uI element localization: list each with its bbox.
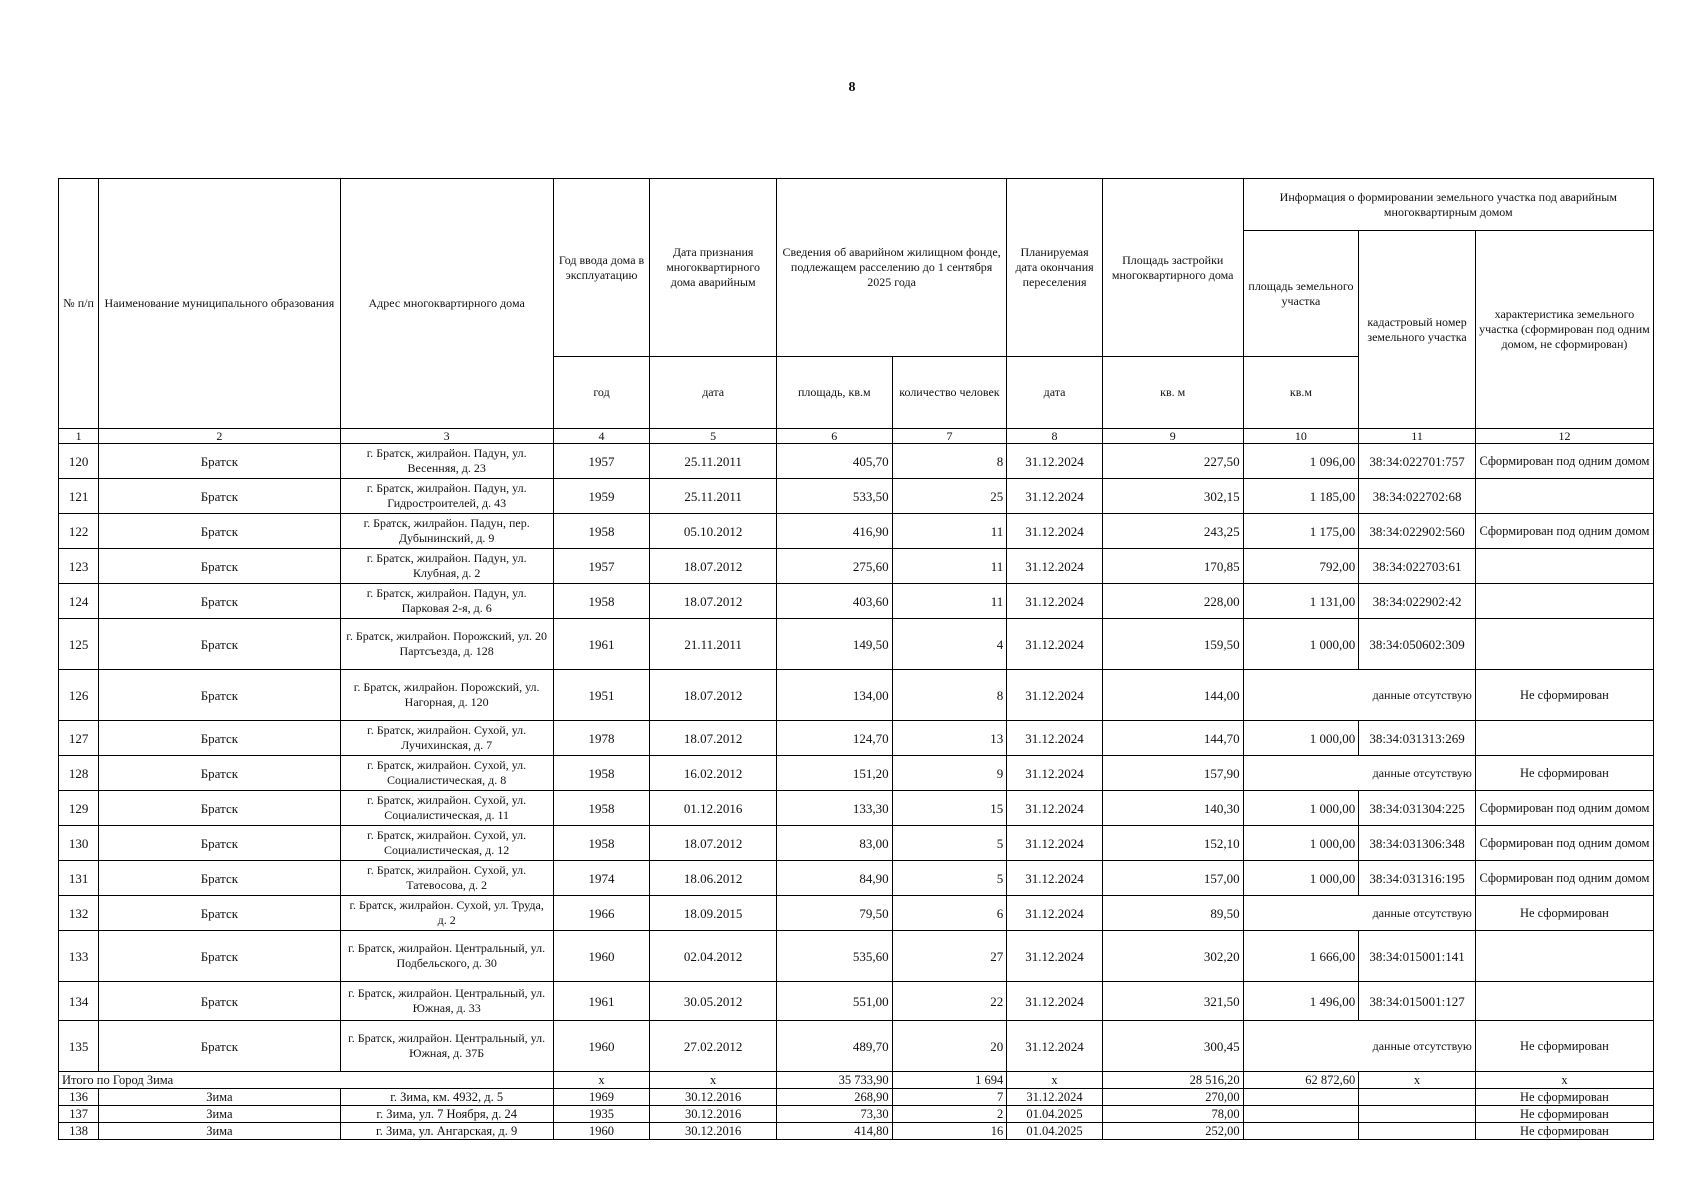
column-number: 7 bbox=[892, 429, 1007, 444]
recognition-date-cell: 18.09.2015 bbox=[650, 896, 777, 931]
year-cell: 1958 bbox=[553, 826, 650, 861]
municipality-cell: Братск bbox=[99, 670, 340, 721]
building-area-cell: 159,50 bbox=[1102, 619, 1243, 670]
planned-date-cell: 31.12.2024 bbox=[1007, 791, 1103, 826]
land-area-cell: 1 000,00 bbox=[1243, 861, 1359, 896]
header-land-area: площадь земельного участка bbox=[1243, 231, 1359, 357]
row-number: 138 bbox=[59, 1123, 99, 1140]
year-cell: 1935 bbox=[553, 1106, 650, 1123]
land-area-cell: 1 000,00 bbox=[1243, 721, 1359, 756]
table-row bbox=[59, 721, 1654, 756]
cadastral-number-cell: 38:34:031306:348 bbox=[1359, 826, 1476, 861]
recognition-date-cell: 18.07.2012 bbox=[650, 721, 777, 756]
land-area-cell bbox=[1243, 1089, 1359, 1106]
land-area-cell bbox=[1243, 1123, 1359, 1140]
people-count-cell: 16 bbox=[892, 1123, 1007, 1140]
housing-area-cell: 149,50 bbox=[776, 619, 892, 670]
land-characteristic-cell: Сформирован под одним домом bbox=[1475, 791, 1653, 826]
people-count-cell: 5 bbox=[892, 826, 1007, 861]
municipality-cell: Братск bbox=[99, 756, 340, 791]
table-row bbox=[59, 826, 1654, 861]
planned-date-cell: 31.12.2024 bbox=[1007, 584, 1103, 619]
housing-area-cell: 151,20 bbox=[776, 756, 892, 791]
housing-area-cell: 533,50 bbox=[776, 479, 892, 514]
land-characteristic-cell: Сформирован под одним домом bbox=[1475, 514, 1653, 549]
year-cell: 1966 bbox=[553, 896, 650, 931]
housing-area-cell: 535,60 bbox=[776, 931, 892, 982]
header-building-area: Площадь застройки многоквартирного дома bbox=[1102, 179, 1243, 357]
planned-date-cell: 31.12.2024 bbox=[1007, 1089, 1103, 1106]
land-characteristic-cell: Не сформирован bbox=[1475, 1106, 1653, 1123]
land-data-absent-cell: данные отсутствую bbox=[1243, 1021, 1475, 1072]
address-cell: г. Братск, жилрайон. Падун, ул. Гидростроителей, д. 43 bbox=[340, 479, 553, 514]
column-number: 1 bbox=[59, 429, 99, 444]
total-housing-area: 35 733,90 bbox=[776, 1072, 892, 1089]
municipality-cell: Братск bbox=[99, 861, 340, 896]
year-cell: 1958 bbox=[553, 514, 650, 549]
planned-date-cell: 31.12.2024 bbox=[1007, 931, 1103, 982]
land-characteristic-cell: Не сформирован bbox=[1475, 756, 1653, 791]
unit-date2: дата bbox=[1007, 357, 1103, 429]
recognition-date-cell: 05.10.2012 bbox=[650, 514, 777, 549]
year-cell: 1969 bbox=[553, 1089, 650, 1106]
cadastral-number-cell: 38:34:015001:127 bbox=[1359, 982, 1476, 1021]
table-row bbox=[59, 1021, 1654, 1072]
housing-area-cell: 275,60 bbox=[776, 549, 892, 584]
cadastral-number-cell: 38:34:031304:225 bbox=[1359, 791, 1476, 826]
year-cell: 1961 bbox=[553, 619, 650, 670]
people-count-cell: 4 bbox=[892, 619, 1007, 670]
planned-date-cell: 01.04.2025 bbox=[1007, 1106, 1103, 1123]
building-area-cell: 157,00 bbox=[1102, 861, 1243, 896]
land-characteristic-cell bbox=[1475, 584, 1653, 619]
people-count-cell: 22 bbox=[892, 982, 1007, 1021]
people-count-cell: 13 bbox=[892, 721, 1007, 756]
municipality-cell: Братск bbox=[99, 584, 340, 619]
housing-area-cell: 489,70 bbox=[776, 1021, 892, 1072]
building-area-cell: 252,00 bbox=[1102, 1123, 1243, 1140]
people-count-cell: 11 bbox=[892, 549, 1007, 584]
land-characteristic-cell: Не сформирован bbox=[1475, 1021, 1653, 1072]
table-row bbox=[59, 1123, 1654, 1140]
column-number: 12 bbox=[1475, 429, 1653, 444]
recognition-date-cell: 25.11.2011 bbox=[650, 444, 777, 479]
cadastral-number-cell bbox=[1359, 1089, 1476, 1106]
planned-date-cell: 31.12.2024 bbox=[1007, 444, 1103, 479]
address-cell: г. Братск, жилрайон. Сухой, ул. Социалистическая, д. 8 bbox=[340, 756, 553, 791]
year-cell: 1959 bbox=[553, 479, 650, 514]
year-cell: 1951 bbox=[553, 670, 650, 721]
cadastral-number-cell: 38:34:015001:141 bbox=[1359, 931, 1476, 982]
building-area-cell: 302,20 bbox=[1102, 931, 1243, 982]
year-cell: 1961 bbox=[553, 982, 650, 1021]
land-characteristic-cell bbox=[1475, 619, 1653, 670]
address-cell: г. Братск, жилрайон. Сухой, ул. Социалистическая, д. 12 bbox=[340, 826, 553, 861]
municipality-cell: Зима bbox=[99, 1089, 340, 1106]
housing-area-cell: 124,70 bbox=[776, 721, 892, 756]
people-count-cell: 8 bbox=[892, 670, 1007, 721]
recognition-date-cell: 18.07.2012 bbox=[650, 584, 777, 619]
municipality-cell: Братск bbox=[99, 514, 340, 549]
land-characteristic-cell bbox=[1475, 549, 1653, 584]
header-housing-info: Сведения об аварийном жилищном фонде, подлежащем расселению до 1 сентября 2025 года bbox=[776, 179, 1006, 357]
table-row bbox=[59, 549, 1654, 584]
year-cell: 1958 bbox=[553, 756, 650, 791]
year-cell: 1957 bbox=[553, 444, 650, 479]
year-cell: 1978 bbox=[553, 721, 650, 756]
recognition-date-cell: 30.12.2016 bbox=[650, 1106, 777, 1123]
building-area-cell: 157,90 bbox=[1102, 756, 1243, 791]
planned-date-cell: 31.12.2024 bbox=[1007, 826, 1103, 861]
address-cell: г. Братск, жилрайон. Центральный, ул. Южная, д. 33 bbox=[340, 982, 553, 1021]
year-cell: 1960 bbox=[553, 1021, 650, 1072]
header-cadastral: кадастровый номер земельного участка bbox=[1359, 231, 1476, 429]
municipality-cell: Братск bbox=[99, 931, 340, 982]
planned-date-cell: 31.12.2024 bbox=[1007, 756, 1103, 791]
year-cell: 1958 bbox=[553, 791, 650, 826]
row-number: 132 bbox=[59, 896, 99, 931]
housing-area-cell: 73,30 bbox=[776, 1106, 892, 1123]
address-cell: г. Братск, жилрайон. Порожский, ул. 20 Партсъезда, д. 128 bbox=[340, 619, 553, 670]
municipality-cell: Братск bbox=[99, 896, 340, 931]
total-people: 1 694 bbox=[892, 1072, 1007, 1089]
row-number: 131 bbox=[59, 861, 99, 896]
land-characteristic-cell: Сформирован под одним домом bbox=[1475, 861, 1653, 896]
table-row bbox=[59, 1089, 1654, 1106]
row-number: 134 bbox=[59, 982, 99, 1021]
people-count-cell: 7 bbox=[892, 1089, 1007, 1106]
total-building-area: 28 516,20 bbox=[1102, 1072, 1243, 1089]
land-area-cell: 1 000,00 bbox=[1243, 619, 1359, 670]
land-characteristic-cell bbox=[1475, 982, 1653, 1021]
recognition-date-cell: 30.05.2012 bbox=[650, 982, 777, 1021]
cadastral-number-cell: 38:34:022902:560 bbox=[1359, 514, 1476, 549]
column-number: 3 bbox=[340, 429, 553, 444]
planned-date-cell: 31.12.2024 bbox=[1007, 619, 1103, 670]
recognition-date-cell: 18.06.2012 bbox=[650, 861, 777, 896]
people-count-cell: 25 bbox=[892, 479, 1007, 514]
building-area-cell: 270,00 bbox=[1102, 1089, 1243, 1106]
recognition-date-cell: 02.04.2012 bbox=[650, 931, 777, 982]
housing-area-cell: 83,00 bbox=[776, 826, 892, 861]
address-cell: г. Братск, жилрайон. Падун, ул. Весенняя, д. 23 bbox=[340, 444, 553, 479]
table-row bbox=[59, 791, 1654, 826]
cadastral-number-cell: 38:34:031316:195 bbox=[1359, 861, 1476, 896]
land-characteristic-cell: Не сформирован bbox=[1475, 1123, 1653, 1140]
housing-area-cell: 551,00 bbox=[776, 982, 892, 1021]
land-characteristic-cell: Сформирован под одним домом bbox=[1475, 826, 1653, 861]
cadastral-number-cell: 38:34:031313:269 bbox=[1359, 721, 1476, 756]
land-characteristic-cell bbox=[1475, 721, 1653, 756]
housing-area-cell: 405,70 bbox=[776, 444, 892, 479]
people-count-cell: 8 bbox=[892, 444, 1007, 479]
municipality-cell: Братск bbox=[99, 444, 340, 479]
people-count-cell: 9 bbox=[892, 756, 1007, 791]
row-number: 120 bbox=[59, 444, 99, 479]
total-planned-date: x bbox=[1007, 1072, 1103, 1089]
header-recognition-date: Дата признания многоквартирного дома аварийным bbox=[650, 179, 777, 357]
building-area-cell: 170,85 bbox=[1102, 549, 1243, 584]
header-land-info: Информация о формировании земельного участка под аварийным многоквартирным домом bbox=[1243, 179, 1653, 231]
recognition-date-cell: 27.02.2012 bbox=[650, 1021, 777, 1072]
address-cell: г. Братск, жилрайон. Сухой, ул. Татевосова, д. 2 bbox=[340, 861, 553, 896]
people-count-cell: 2 bbox=[892, 1106, 1007, 1123]
address-cell: г. Братск, жилрайон. Сухой, ул. Лучихинская, д. 7 bbox=[340, 721, 553, 756]
unit-date: дата bbox=[650, 357, 777, 429]
municipality-cell: Братск bbox=[99, 549, 340, 584]
people-count-cell: 5 bbox=[892, 861, 1007, 896]
recognition-date-cell: 30.12.2016 bbox=[650, 1123, 777, 1140]
header-land-char: характеристика земельного участка (сформирован под одним домом, не сформирован) bbox=[1475, 231, 1653, 429]
recognition-date-cell: 18.07.2012 bbox=[650, 826, 777, 861]
planned-date-cell: 31.12.2024 bbox=[1007, 1021, 1103, 1072]
recognition-date-cell: 18.07.2012 bbox=[650, 549, 777, 584]
people-count-cell: 20 bbox=[892, 1021, 1007, 1072]
address-cell: г. Братск, жилрайон. Центральный, ул. Подбельского, д. 30 bbox=[340, 931, 553, 982]
housing-area-cell: 416,90 bbox=[776, 514, 892, 549]
row-number: 128 bbox=[59, 756, 99, 791]
recognition-date-cell: 01.12.2016 bbox=[650, 791, 777, 826]
housing-area-cell: 414,80 bbox=[776, 1123, 892, 1140]
cadastral-number-cell: 38:34:022902:42 bbox=[1359, 584, 1476, 619]
planned-date-cell: 31.12.2024 bbox=[1007, 861, 1103, 896]
recognition-date-cell: 25.11.2011 bbox=[650, 479, 777, 514]
year-cell: 1974 bbox=[553, 861, 650, 896]
planned-date-cell: 01.04.2025 bbox=[1007, 1123, 1103, 1140]
row-number: 126 bbox=[59, 670, 99, 721]
planned-date-cell: 31.12.2024 bbox=[1007, 670, 1103, 721]
land-area-cell: 792,00 bbox=[1243, 549, 1359, 584]
people-count-cell: 11 bbox=[892, 584, 1007, 619]
total-year: x bbox=[553, 1072, 650, 1089]
year-cell: 1957 bbox=[553, 549, 650, 584]
table-row bbox=[59, 619, 1654, 670]
municipality-cell: Братск bbox=[99, 1021, 340, 1072]
building-area-cell: 89,50 bbox=[1102, 896, 1243, 931]
table-row bbox=[59, 861, 1654, 896]
row-number: 130 bbox=[59, 826, 99, 861]
row-number: 137 bbox=[59, 1106, 99, 1123]
header-planned-date: Планируемая дата окончания переселения bbox=[1007, 179, 1103, 357]
column-number: 10 bbox=[1243, 429, 1359, 444]
cadastral-number-cell: 38:34:050602:309 bbox=[1359, 619, 1476, 670]
total-cadastral: x bbox=[1359, 1072, 1476, 1089]
cadastral-number-cell bbox=[1359, 1106, 1476, 1123]
land-area-cell: 1 131,00 bbox=[1243, 584, 1359, 619]
page-number: 8 bbox=[848, 80, 856, 95]
address-cell: г. Братск, жилрайон. Падун, ул. Парковая 2-я, д. 6 bbox=[340, 584, 553, 619]
column-number: 5 bbox=[650, 429, 777, 444]
year-cell: 1960 bbox=[553, 1123, 650, 1140]
housing-area-cell: 403,60 bbox=[776, 584, 892, 619]
total-row bbox=[59, 1072, 1654, 1089]
address-cell: г. Зима, ул. 7 Ноября, д. 24 bbox=[340, 1106, 553, 1123]
housing-area-cell: 79,50 bbox=[776, 896, 892, 931]
land-characteristic-cell: Не сформирован bbox=[1475, 896, 1653, 931]
planned-date-cell: 31.12.2024 bbox=[1007, 721, 1103, 756]
people-count-cell: 15 bbox=[892, 791, 1007, 826]
municipality-cell: Зима bbox=[99, 1123, 340, 1140]
table-row bbox=[59, 896, 1654, 931]
column-number: 4 bbox=[553, 429, 650, 444]
cadastral-number-cell: 38:34:022702:68 bbox=[1359, 479, 1476, 514]
address-cell: г. Зима, км. 4932, д. 5 bbox=[340, 1089, 553, 1106]
header-no: № п/п bbox=[59, 179, 99, 429]
building-area-cell: 243,25 bbox=[1102, 514, 1243, 549]
column-number: 8 bbox=[1007, 429, 1103, 444]
table-row bbox=[59, 514, 1654, 549]
column-number: 6 bbox=[776, 429, 892, 444]
total-date: x bbox=[650, 1072, 777, 1089]
housing-area-cell: 134,00 bbox=[776, 670, 892, 721]
building-area-cell: 227,50 bbox=[1102, 444, 1243, 479]
municipality-cell: Зима bbox=[99, 1106, 340, 1123]
housing-area-cell: 268,90 bbox=[776, 1089, 892, 1106]
people-count-cell: 27 bbox=[892, 931, 1007, 982]
row-number: 122 bbox=[59, 514, 99, 549]
housing-area-cell: 84,90 bbox=[776, 861, 892, 896]
table-row bbox=[59, 444, 1654, 479]
people-count-cell: 11 bbox=[892, 514, 1007, 549]
land-data-absent-cell: данные отсутствую bbox=[1243, 670, 1475, 721]
land-area-cell bbox=[1243, 1106, 1359, 1123]
planned-date-cell: 31.12.2024 bbox=[1007, 549, 1103, 584]
building-area-cell: 321,50 bbox=[1102, 982, 1243, 1021]
people-count-cell: 6 bbox=[892, 896, 1007, 931]
building-area-cell: 144,70 bbox=[1102, 721, 1243, 756]
municipality-cell: Братск bbox=[99, 721, 340, 756]
building-area-cell: 78,00 bbox=[1102, 1106, 1243, 1123]
cadastral-number-cell: 38:34:022703:61 bbox=[1359, 549, 1476, 584]
table-row bbox=[59, 670, 1654, 721]
land-area-cell: 1 666,00 bbox=[1243, 931, 1359, 982]
header-year: Год ввода дома в эксплуатацию bbox=[553, 179, 650, 357]
column-number: 9 bbox=[1102, 429, 1243, 444]
recognition-date-cell: 16.02.2012 bbox=[650, 756, 777, 791]
address-cell: г. Зима, ул. Ангарская, д. 9 bbox=[340, 1123, 553, 1140]
building-area-cell: 300,45 bbox=[1102, 1021, 1243, 1072]
unit-sqm2: кв.м bbox=[1243, 357, 1359, 429]
total-characteristic: x bbox=[1475, 1072, 1653, 1089]
land-data-absent-cell: данные отсутствую bbox=[1243, 756, 1475, 791]
year-cell: 1960 bbox=[553, 931, 650, 982]
building-area-cell: 140,30 bbox=[1102, 791, 1243, 826]
housing-area-cell: 133,30 bbox=[776, 791, 892, 826]
address-cell: г. Братск, жилрайон. Сухой, ул. Социалистическая, д. 11 bbox=[340, 791, 553, 826]
land-area-cell: 1 185,00 bbox=[1243, 479, 1359, 514]
row-number: 135 bbox=[59, 1021, 99, 1072]
land-characteristic-cell: Сформирован под одним домом bbox=[1475, 444, 1653, 479]
planned-date-cell: 31.12.2024 bbox=[1007, 514, 1103, 549]
table-row bbox=[59, 982, 1654, 1021]
table-row bbox=[59, 584, 1654, 619]
planned-date-cell: 31.12.2024 bbox=[1007, 982, 1103, 1021]
unit-people: количество человек bbox=[892, 357, 1007, 429]
header-municipality: Наименование муниципального образования bbox=[99, 179, 340, 429]
address-cell: г. Братск, жилрайон. Порожский, ул. Нагорная, д. 120 bbox=[340, 670, 553, 721]
building-area-cell: 302,15 bbox=[1102, 479, 1243, 514]
row-number: 125 bbox=[59, 619, 99, 670]
unit-area: площадь, кв.м bbox=[776, 357, 892, 429]
cadastral-number-cell bbox=[1359, 1123, 1476, 1140]
total-land-area: 62 872,60 bbox=[1243, 1072, 1359, 1089]
address-cell: г. Братск, жилрайон. Центральный, ул. Южная, д. 37Б bbox=[340, 1021, 553, 1072]
column-number: 11 bbox=[1359, 429, 1476, 444]
column-number: 2 bbox=[99, 429, 340, 444]
building-area-cell: 152,10 bbox=[1102, 826, 1243, 861]
planned-date-cell: 31.12.2024 bbox=[1007, 896, 1103, 931]
row-number: 129 bbox=[59, 791, 99, 826]
row-number: 123 bbox=[59, 549, 99, 584]
recognition-date-cell: 18.07.2012 bbox=[650, 670, 777, 721]
land-characteristic-cell: Не сформирован bbox=[1475, 670, 1653, 721]
row-number: 136 bbox=[59, 1089, 99, 1106]
table-row bbox=[59, 756, 1654, 791]
row-number: 124 bbox=[59, 584, 99, 619]
address-cell: г. Братск, жилрайон. Падун, пер. Дубынинский, д. 9 bbox=[340, 514, 553, 549]
header-address: Адрес многоквартирного дома bbox=[340, 179, 553, 429]
planned-date-cell: 31.12.2024 bbox=[1007, 479, 1103, 514]
row-number: 127 bbox=[59, 721, 99, 756]
column-number-row bbox=[59, 429, 1654, 444]
row-number: 133 bbox=[59, 931, 99, 982]
land-characteristic-cell: Не сформирован bbox=[1475, 1089, 1653, 1106]
land-area-cell: 1 000,00 bbox=[1243, 791, 1359, 826]
relocation-table bbox=[58, 178, 1654, 1140]
building-area-cell: 144,00 bbox=[1102, 670, 1243, 721]
table-body bbox=[59, 429, 1654, 1140]
row-number: 121 bbox=[59, 479, 99, 514]
land-data-absent-cell: данные отсутствую bbox=[1243, 896, 1475, 931]
address-cell: г. Братск, жилрайон. Сухой, ул. Труда, д. 2 bbox=[340, 896, 553, 931]
building-area-cell: 228,00 bbox=[1102, 584, 1243, 619]
address-cell: г. Братск, жилрайон. Падун, ул. Клубная, д. 2 bbox=[340, 549, 553, 584]
total-label: Итого по Город Зима bbox=[59, 1072, 554, 1089]
recognition-date-cell: 30.12.2016 bbox=[650, 1089, 777, 1106]
land-area-cell: 1 496,00 bbox=[1243, 982, 1359, 1021]
table-row bbox=[59, 931, 1654, 982]
year-cell: 1958 bbox=[553, 584, 650, 619]
land-area-cell: 1 096,00 bbox=[1243, 444, 1359, 479]
land-area-cell: 1 175,00 bbox=[1243, 514, 1359, 549]
recognition-date-cell: 21.11.2011 bbox=[650, 619, 777, 670]
municipality-cell: Братск bbox=[99, 619, 340, 670]
unit-year: год bbox=[553, 357, 650, 429]
municipality-cell: Братск bbox=[99, 982, 340, 1021]
municipality-cell: Братск bbox=[99, 479, 340, 514]
cadastral-number-cell: 38:34:022701:757 bbox=[1359, 444, 1476, 479]
table-row bbox=[59, 479, 1654, 514]
municipality-cell: Братск bbox=[99, 791, 340, 826]
table-row bbox=[59, 1106, 1654, 1123]
municipality-cell: Братск bbox=[99, 826, 340, 861]
land-characteristic-cell bbox=[1475, 479, 1653, 514]
unit-sqm: кв. м bbox=[1102, 357, 1243, 429]
land-area-cell: 1 000,00 bbox=[1243, 826, 1359, 861]
land-characteristic-cell bbox=[1475, 931, 1653, 982]
